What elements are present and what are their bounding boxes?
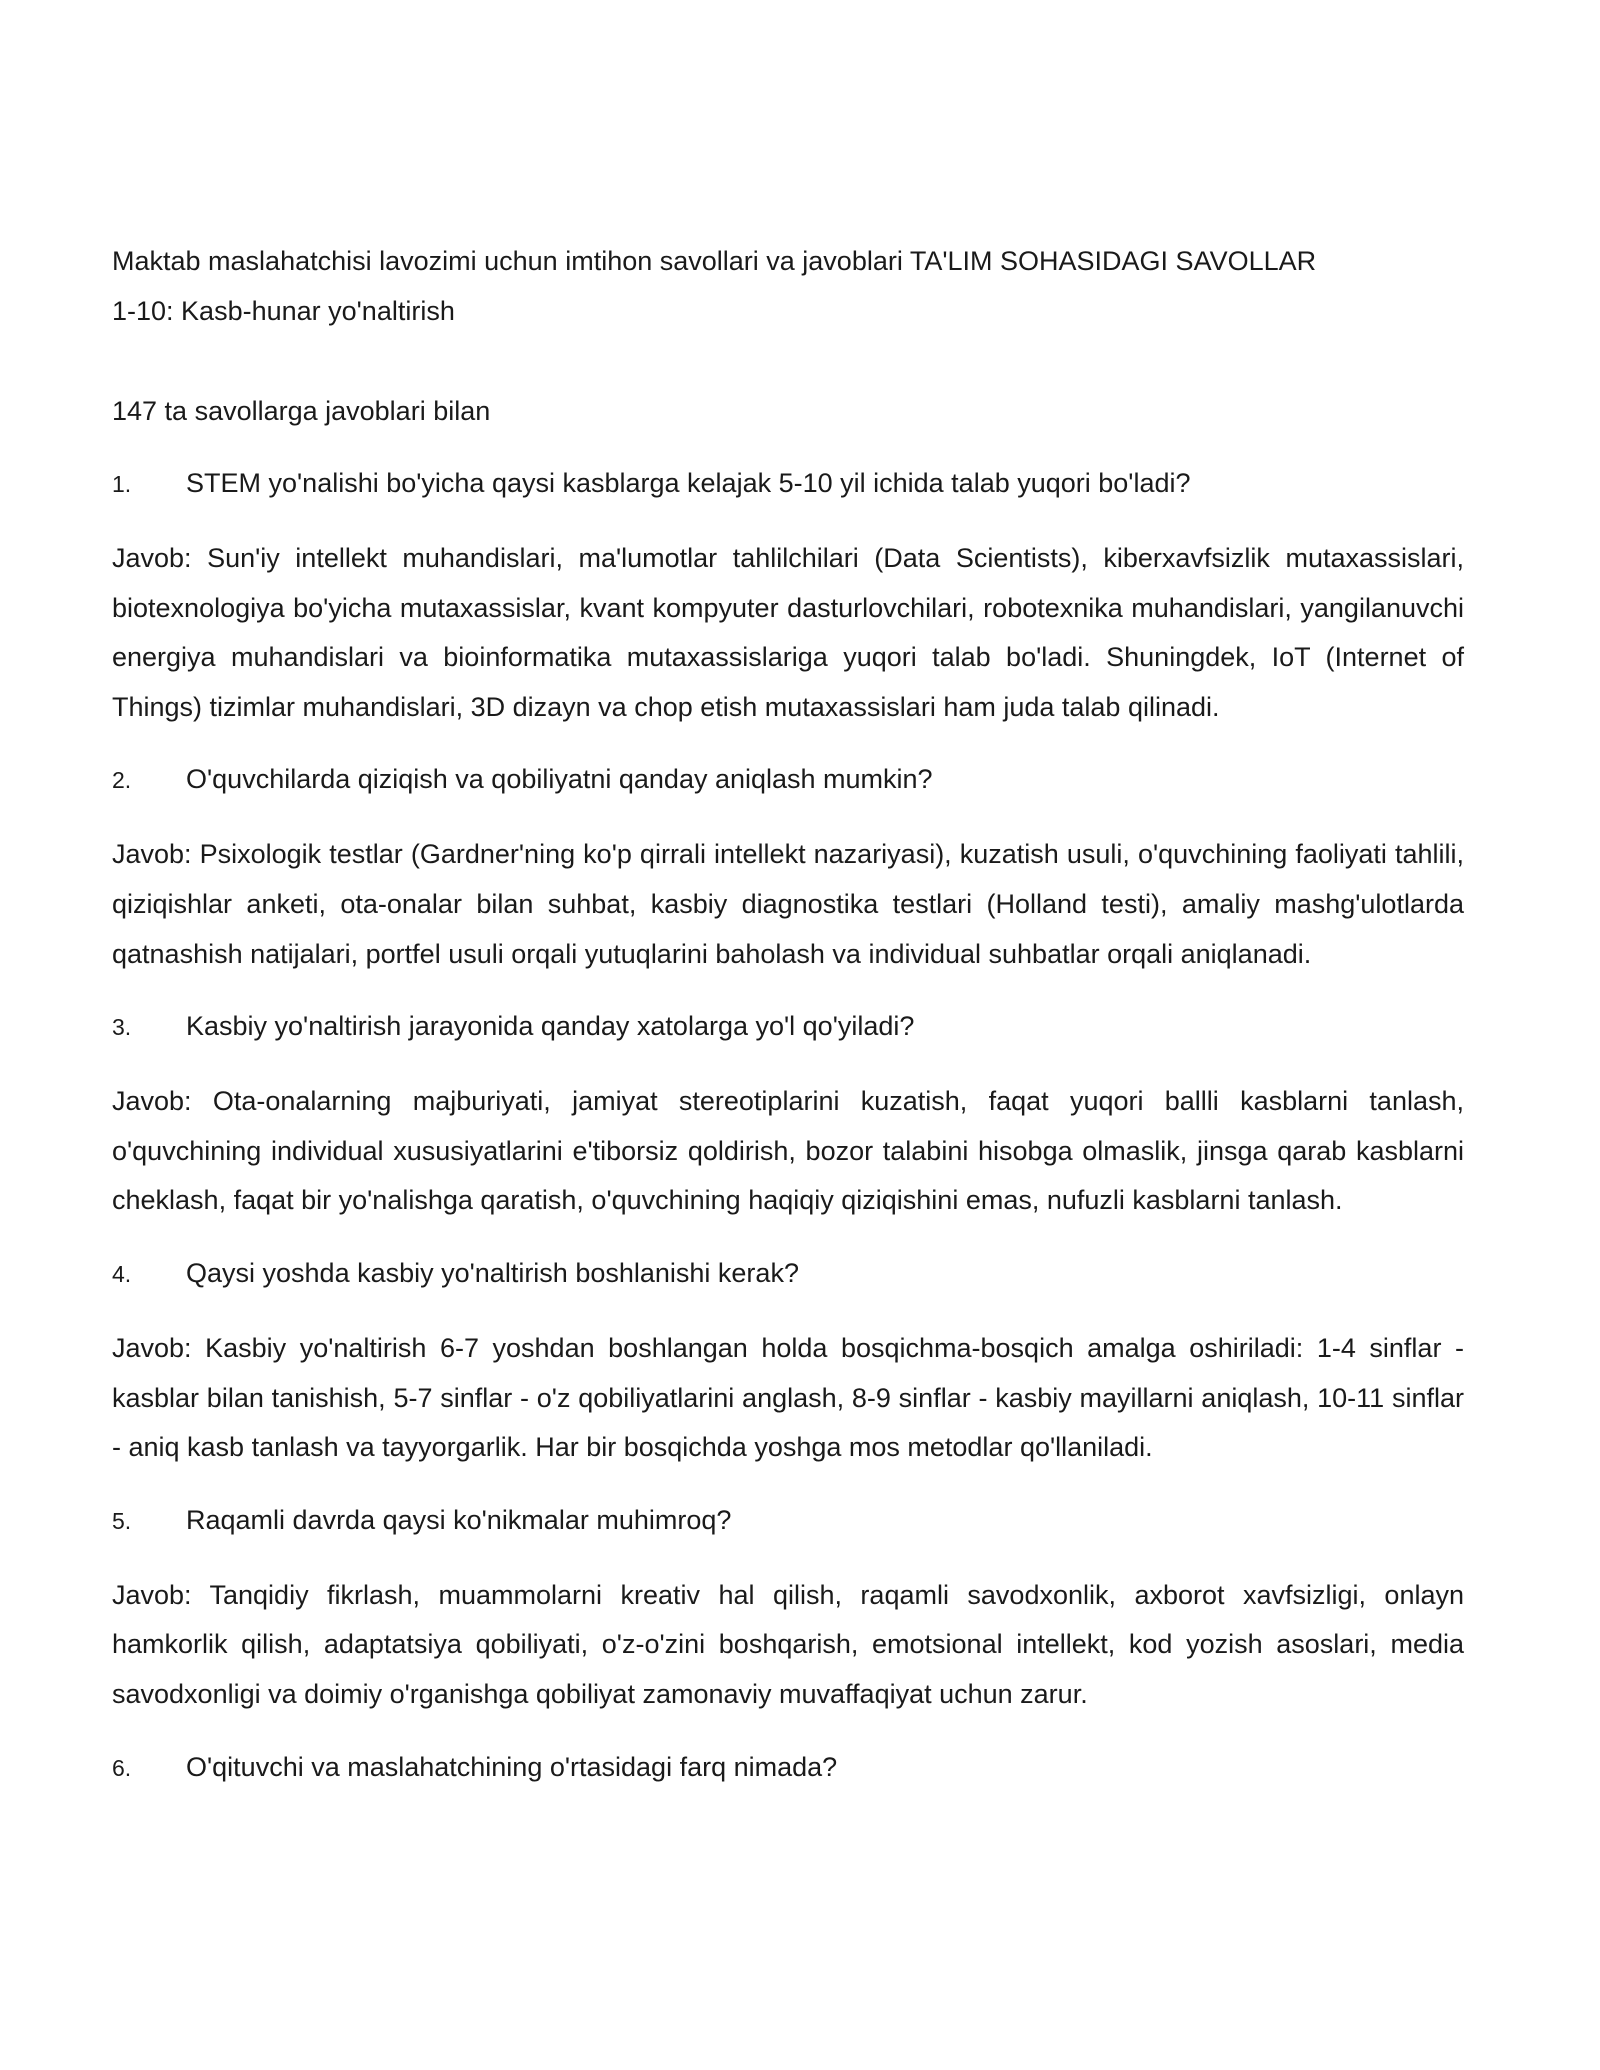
answer-paragraph: Javob: Psixologik testlar (Gardner'ning ko'p qirrali intellekt nazariyasi), kuzatish usuli, o'quvchining faoliyati tahlili, qiziqishlar anketi, ota-onalar bilan suhbat, kasbiy diagnostika testlari (Holland testi), amaliy mashg'ulotlarda qatnashish natijalari, portfel usuli orqali yutuqlarini baholash va individual suhbatlar orqali aniqlanadi. — [112, 839, 1464, 969]
answer-paragraph: Javob: Sun'iy intellekt muhandislari, ma'lumotlar tahlilchilari (Data Scientists), kiberxavfsizlik mutaxassislari, biotexnologiya bo'yicha mutaxassislar, kvant kompyuter dasturlovchilari, robotexnika muhandislari, yangilanuvchi energiya muhandislari va bioinformatika mutaxassislariga yuqori talab bo'ladi. Shuningdek, IoT (Internet of Things) tizimlar muhandislari, 3D dizayn va chop etish mutaxassislari ham juda talab qilinadi. — [112, 543, 1464, 722]
question-item — [112, 1001, 1464, 1052]
answer-paragraph: Javob: Tanqidiy fikrlash, muammolarni kreativ hal qilish, raqamli savodxonlik, axborot xavfsizligi, onlayn hamkorlik qilish, adaptatsiya qobiliyati, o'z-o'zini boshqarish, emotsional intellekt, kod yozish asoslari, media savodxonligi va doimiy o'rganishga qobiliyat zamonaviy muvaffaqiyat uchun zarur. — [112, 1579, 1464, 1709]
question-text: O'quvchilarda qiziqish va qobiliyatni qanday aniqlash mumkin? — [186, 764, 933, 795]
question-text: Raqamli davrda qaysi ko'nikmalar muhimroq? — [186, 1504, 732, 1535]
question-number: 3. — [112, 1014, 132, 1041]
question-item — [112, 1742, 1464, 1793]
section-subtitle: 1-10: Kasb-hunar yo'naltirish — [112, 296, 455, 326]
question-item — [112, 458, 1464, 509]
question-text: STEM yo'nalishi bo'yicha qaysi kasblarga kelajak 5-10 yil ichida talab yuqori bo'ladi? — [186, 468, 1191, 498]
document-page — [112, 236, 1464, 1793]
question-item — [112, 1495, 1464, 1546]
document-title: Maktab maslahatchisi lavozimi uchun imtihon savollari va javoblari TA'LIM SOHASIDAGI SAVOLLAR — [112, 246, 1317, 276]
question-item — [112, 754, 1464, 805]
answer-paragraph: Javob: Ota-onalarning majburiyati, jamiyat stereotiplarini kuzatish, faqat yuqori ballli kasblarni tanlash, o'quvchining individual xususiyatlarini e'tiborsiz qoldirish, bozor talabini hisobga olmaslik, jinsga qarab kasblarni cheklash, faqat bir yo'nalishga qaratish, o'quvchining haqiqiy qiziqishini emas, nufuzli kasblarni tanlash. — [112, 1086, 1464, 1216]
question-number: 2. — [112, 767, 132, 794]
question-text: Kasbiy yo'naltirish jarayonida qanday xatolarga yo'l qo'yiladi? — [186, 1011, 915, 1042]
question-number: 6. — [112, 1754, 132, 1781]
question-count-line: 147 ta savollarga javoblari bilan — [112, 396, 491, 426]
question-item — [112, 1248, 1464, 1299]
question-text: Qaysi yoshda kasbiy yo'naltirish boshlanishi kerak? — [186, 1257, 799, 1288]
question-number: 1. — [112, 471, 132, 497]
question-number: 4. — [112, 1260, 132, 1287]
answer-paragraph: Javob: Kasbiy yo'naltirish 6-7 yoshdan boshlangan holda bosqichma-bosqich amalga oshiriladi: 1-4 sinflar - kasblar bilan tanishish, 5-7 sinflar - o'z qobiliyatlarini anglash, 8-9 sinflar - kasbiy mayillarni aniqlash, 10-11 sinflar - aniq kasb tanlash va tayyorgarlik. Har bir bosqichda yoshga mos metodlar qo'llaniladi. — [112, 1332, 1464, 1463]
question-text: O'qituvchi va maslahatchining o'rtasidagi farq nimada? — [186, 1751, 838, 1782]
question-number: 5. — [112, 1507, 132, 1534]
